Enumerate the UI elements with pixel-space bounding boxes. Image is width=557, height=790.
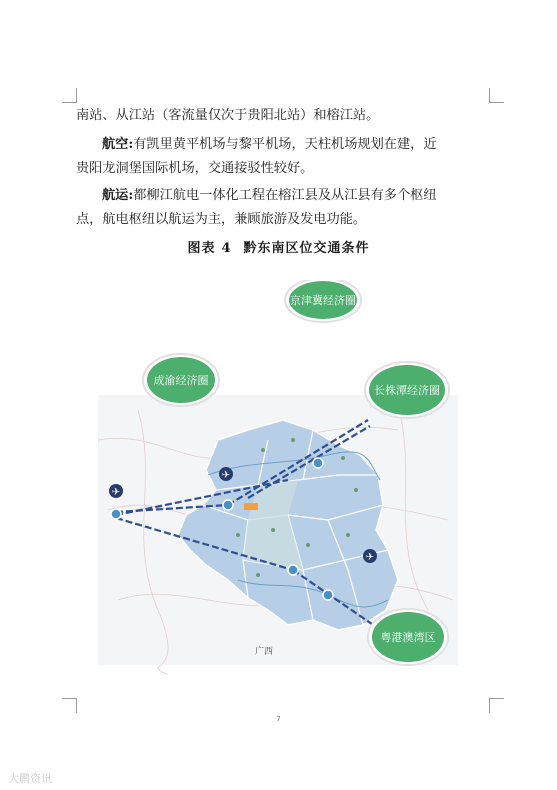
water-text-2: 点，航电枢纽以航运为主，兼顾旅游及发电功能。 <box>76 212 367 227</box>
crop-mark-bottom-left <box>62 698 77 713</box>
train-icon <box>223 500 233 510</box>
location-traffic-map <box>98 280 458 675</box>
bubble-changzhutan <box>365 362 449 418</box>
water-text-1: 都柳江航电一体化工程在榕江县及从江县有多个枢纽 <box>133 188 437 203</box>
train-icon <box>288 565 298 575</box>
train-icon <box>111 509 121 519</box>
text-line-rail: 南站、从江站（客流量仅次于贵阳北站）和榕江站。 <box>76 108 380 123</box>
watermark: 大鹏资讯 <box>8 772 52 785</box>
guangxi-label: 广西 <box>255 647 274 657</box>
figure-label: 图表 <box>187 241 216 256</box>
bubble-jingjinji <box>285 280 361 322</box>
figure-caption <box>0 237 557 256</box>
svg-text:✈: ✈ <box>365 552 375 563</box>
figure-number: 4 <box>221 241 232 256</box>
air-text-2: 贵阳龙洞堡国际机场，交通接驳性较好。 <box>76 161 314 176</box>
paragraph-air <box>76 135 490 155</box>
paragraph-water <box>76 186 490 206</box>
air-label: 航空: <box>102 137 134 152</box>
crop-mark-top-right <box>489 88 504 103</box>
bubble-chengyu-label: 成渝经济圈 <box>153 374 209 387</box>
water-label: 航运: <box>102 188 134 203</box>
bubble-jingjinji-label: 京津冀经济圈 <box>290 294 356 307</box>
city-marker <box>244 503 258 510</box>
bubble-yuegangao-label: 粤港澳湾区 <box>380 631 436 644</box>
bubble-changzhutan-label: 长株潭经济圈 <box>374 384 440 397</box>
figure-title: 黔东南区位交通条件 <box>243 241 370 256</box>
crop-mark-bottom-right <box>489 698 504 713</box>
svg-text:✈: ✈ <box>221 470 231 481</box>
air-text-1: 有凯里黄平机场与黎平机场，天柱机场规划在建，近 <box>133 137 437 152</box>
svg-text:✈: ✈ <box>111 487 121 498</box>
bubble-yuegangao <box>368 609 448 665</box>
bubble-chengyu <box>143 354 219 406</box>
crop-mark-top-left <box>62 88 77 103</box>
page-number: 7 <box>276 715 281 723</box>
train-icon <box>313 458 323 468</box>
train-icon <box>323 590 333 600</box>
